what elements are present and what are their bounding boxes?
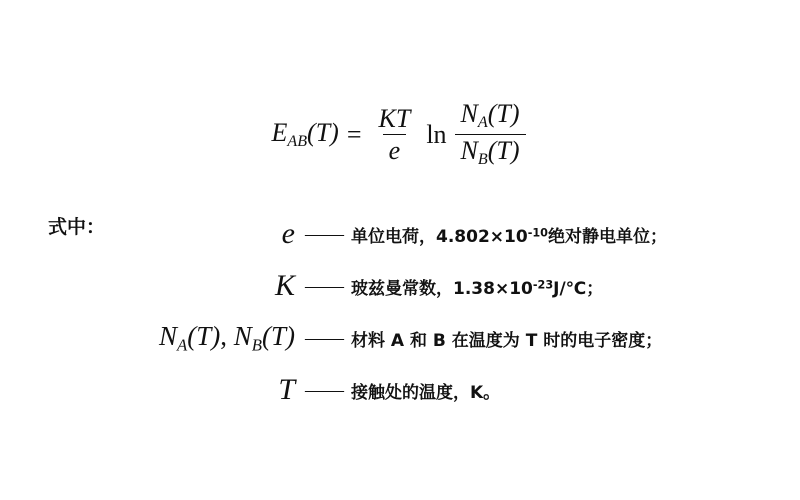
- nb-argument: (T): [487, 136, 520, 166]
- formula-left-hand-side: [271, 118, 338, 151]
- nb-symbol: N: [460, 136, 478, 166]
- legend-dash-na-nb: ——: [305, 326, 343, 349]
- fraction-numerator-kt: KT: [378, 103, 411, 133]
- legend-nb-symbol: N: [233, 320, 252, 351]
- legend-description-e-exponent: -10: [527, 225, 548, 239]
- na-argument: (T): [487, 99, 520, 128]
- legend-description-na-nb: 材料 A 和 B 在温度为 T 时的电子密度；: [351, 330, 663, 351]
- legend-description-e-post: 绝对静电单位；: [547, 226, 667, 247]
- nb-subscript: B: [477, 151, 488, 169]
- legend-symbol-e: e: [281, 217, 295, 250]
- fraction-denominator-e: e: [383, 134, 407, 164]
- formula-ln-operator: ln: [426, 119, 447, 149]
- legend-description-k-exponent: -23: [532, 277, 554, 291]
- legend-description-e: [351, 222, 667, 247]
- legend-symbol-t: T: [278, 373, 295, 406]
- formula-lhs-symbol: E: [271, 118, 288, 147]
- formula-fraction-na-over-nb: [455, 100, 526, 169]
- legend-row-na-nb: [0, 312, 800, 364]
- where-label: 式中：: [48, 216, 106, 238]
- formula-fraction-kt-over-e: [373, 105, 417, 165]
- legend-description-t: 接触处的温度，K。: [351, 382, 501, 403]
- formula-equals-sign: =: [346, 119, 362, 149]
- legend-list: [0, 208, 800, 416]
- legend-na-symbol: N: [159, 320, 178, 351]
- legend-na-subscript: A: [177, 335, 188, 355]
- legend-row-k: [0, 260, 800, 312]
- legend-nb-argument: (T): [262, 320, 295, 351]
- legend-symbol-k: K: [274, 269, 295, 302]
- legend-dash-k: ——: [305, 274, 343, 297]
- legend-description-k: [351, 274, 603, 299]
- legend-row-e: [0, 208, 800, 260]
- legend-symbol-separator: ,: [220, 320, 234, 351]
- legend-symbol-na-nb: [0, 321, 305, 355]
- fraction-denominator-nb: [455, 134, 526, 169]
- legend-description-k-pre: 玻兹曼常数，1.38×10: [351, 278, 533, 299]
- na-subscript: A: [477, 114, 488, 132]
- legend-dash-t: ——: [305, 378, 343, 401]
- legend-na-argument: (T): [187, 320, 221, 351]
- na-symbol: N: [460, 99, 478, 128]
- formula-lhs-subscript: AB: [287, 133, 308, 151]
- legend-nb-subscript: B: [251, 335, 262, 355]
- formula-lhs-argument: (T): [307, 118, 339, 147]
- legend-description-e-pre: 单位电荷，4.802×10: [351, 226, 528, 247]
- legend-description-k-post: J/℃；: [553, 278, 604, 299]
- legend-dash-e: ——: [305, 222, 343, 245]
- main-formula: [0, 100, 800, 169]
- legend-row-t: [0, 364, 800, 416]
- fraction-numerator-na: [455, 100, 526, 134]
